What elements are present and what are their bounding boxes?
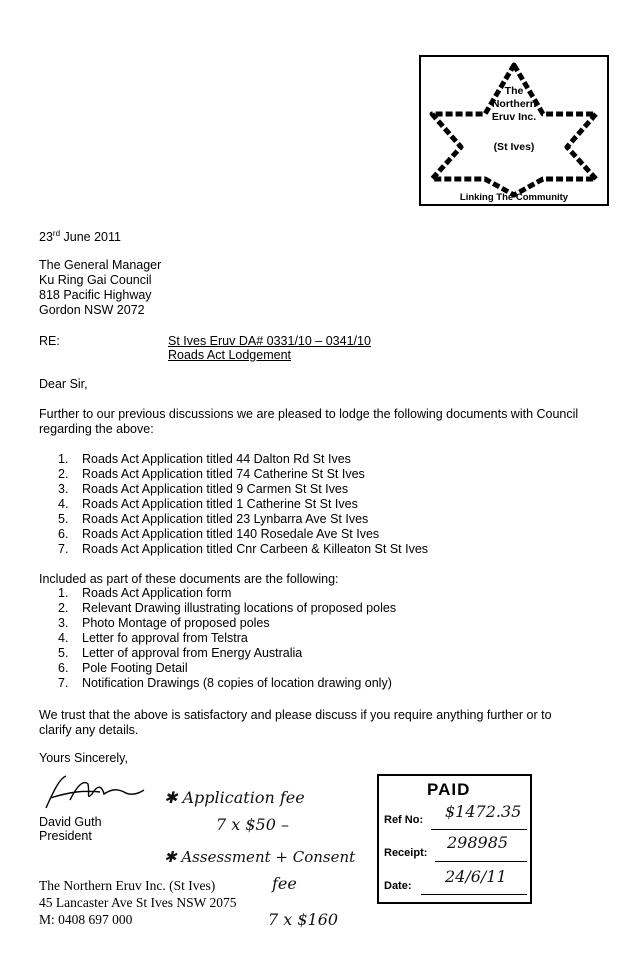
list-item: 4. Letter fo approval from Telstra (58, 631, 248, 645)
list-item: 3. Roads Act Application titled 9 Carmen St St Ives (58, 482, 349, 496)
included-list (58, 586, 396, 691)
list-item: 6. Pole Footing Detail (58, 661, 188, 675)
logo-line-1: The (504, 85, 524, 97)
logo-line-3: Eruv Inc. (491, 111, 537, 123)
date-line (421, 894, 527, 895)
handwritten-note-1: ✱ Application fee (164, 788, 305, 807)
included-intro: Included as part of these documents are the following: (39, 572, 339, 586)
signer-title: President (39, 829, 92, 843)
receipt-line (435, 861, 527, 862)
handwritten-note-4: fee (272, 874, 297, 893)
list-item: 3. Photo Montage of proposed poles (58, 616, 270, 630)
closing-line-2: clarify any details. (39, 723, 139, 737)
paid-title: PAID (427, 780, 471, 799)
paid-stamp (377, 774, 532, 904)
org-name: The Northern Eruv Inc. (St Ives) (39, 878, 216, 893)
recipient-line-3: 818 Pacific Highway (39, 288, 152, 302)
org-address: 45 Lancaster Ave St Ives NSW 2075 (39, 895, 237, 910)
signature-scribble (40, 770, 150, 815)
handwritten-note-3: ✱ Assessment + Consent (164, 848, 356, 866)
ref-label: Ref No: (384, 814, 424, 826)
handwritten-note-2: 7 x $50 – (216, 815, 289, 834)
ref-line (431, 829, 527, 830)
star-of-david-chain-icon (421, 57, 607, 204)
list-item: 5. Roads Act Application titled 23 Lynbarra Ave St Ives (58, 512, 369, 526)
recipient-line-2: Ku Ring Gai Council (39, 273, 152, 287)
list-item: 1. Roads Act Application titled 44 Dalton Rd St Ives (58, 452, 351, 466)
letter-date: 23rd June 2011 (39, 229, 121, 245)
receipt-label: Receipt: (384, 847, 428, 859)
ref-value: $1472.35 (445, 802, 522, 821)
receipt-value: 298985 (447, 833, 509, 852)
org-phone: M: 0408 697 000 (39, 912, 133, 927)
signer-name: David Guth (39, 815, 102, 829)
re-label: RE: (39, 334, 60, 348)
intro-line-1: Further to our previous discussions we are pleased to lodge the following documents with Council (39, 407, 579, 421)
re-subject-1: St Ives Eruv DA# 0331/10 – 0341/10 (168, 334, 371, 348)
list-item: 2. Relevant Drawing illustrating locations of proposed poles (58, 601, 397, 615)
logo-tagline: Linking The Community (459, 192, 569, 203)
closing-line-1: We trust that the above is satisfactory and please discuss if you require anything further or to (39, 708, 552, 722)
date-value: 24/6/11 (445, 867, 507, 886)
list-item: 2. Roads Act Application titled 74 Catherine St St Ives (58, 467, 365, 481)
applications-list (58, 452, 428, 557)
org-logo (419, 55, 609, 206)
re-subject-2: Roads Act Lodgement (168, 348, 291, 362)
list-item: 4. Roads Act Application titled 1 Catherine St St Ives (58, 497, 358, 511)
salutation: Dear Sir, (39, 377, 88, 391)
list-item: 5. Letter of approval from Energy Australia (58, 646, 303, 660)
recipient-line-4: Gordon NSW 2072 (39, 303, 145, 317)
list-item: 1. Roads Act Application form (58, 586, 232, 600)
list-item: 7. Roads Act Application titled Cnr Carbeen & Killeaton St St Ives (58, 542, 429, 556)
intro-line-2: regarding the above: (39, 422, 154, 436)
list-item: 6. Roads Act Application titled 140 Rosedale Ave St Ives (58, 527, 380, 541)
handwritten-note-5: 7 x $160 (268, 910, 339, 929)
logo-line-2: Northern (491, 98, 537, 110)
signoff: Yours Sincerely, (39, 751, 128, 765)
list-item: 7. Notification Drawings (8 copies of location drawing only) (58, 676, 392, 690)
date-label: Date: (384, 880, 412, 892)
recipient-line-1: The General Manager (39, 258, 162, 272)
logo-line-4: (St Ives) (493, 141, 535, 153)
